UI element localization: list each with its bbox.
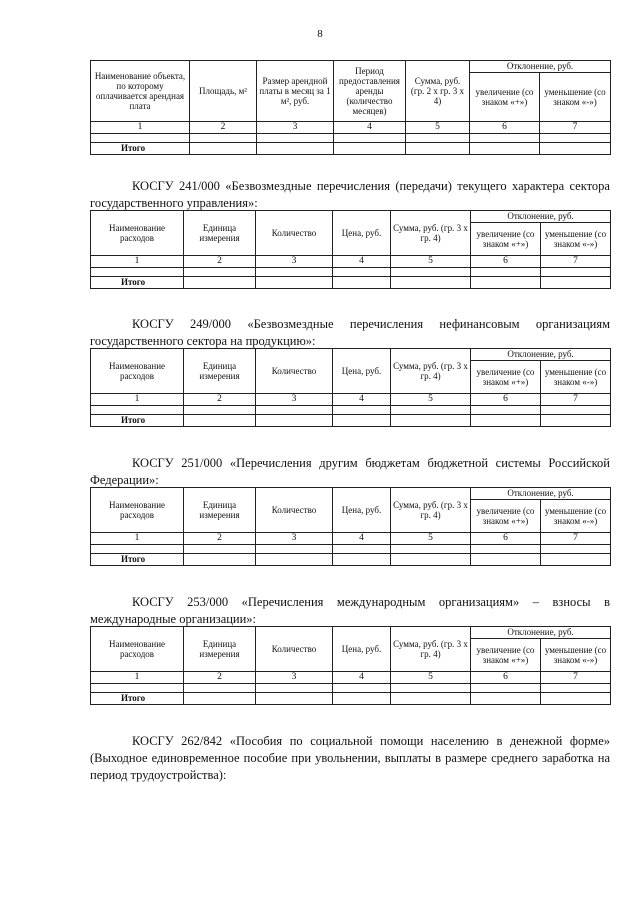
column-number: 6 — [471, 394, 541, 406]
section-heading-241: КОСГУ 241/000 «Безвозмездные перечисления (передачи) текущего характера сектора государственного управления»: — [90, 179, 610, 210]
column-number: 3 — [256, 256, 333, 268]
total-row — [91, 277, 611, 289]
header-decrease: уменьшение (со знаком «-») — [541, 500, 611, 533]
header-unit: Единица измерения — [184, 349, 256, 394]
column-number: 3 — [256, 533, 333, 545]
column-numbers-row — [91, 672, 611, 684]
header-decrease: уменьшение (со знаком «-») — [541, 223, 611, 256]
column-number: 5 — [391, 394, 471, 406]
header-expense-name: Наименование расходов — [91, 488, 184, 533]
header-deviation: Отклонение, руб. — [470, 61, 611, 73]
header-deviation: Отклонение, руб. — [471, 627, 611, 639]
header-object-name: Наименование объекта, по которому оплачивается арендная плата — [91, 61, 190, 122]
header-increase: увеличение (со знаком «+») — [471, 223, 541, 256]
header-rent-per-m2: Размер арендной платы в месяц за 1 м², руб. — [257, 61, 334, 122]
column-number: 5 — [391, 672, 471, 684]
header-expense-name: Наименование расходов — [91, 211, 184, 256]
column-number: 1 — [91, 394, 184, 406]
column-number: 2 — [190, 122, 257, 134]
column-number: 7 — [541, 533, 611, 545]
table-row — [91, 406, 611, 415]
header-sum: Сумма, руб. (гр. 2 х гр. 3 х 4) — [406, 61, 470, 122]
header-unit: Единица измерения — [184, 488, 256, 533]
header-deviation: Отклонение, руб. — [471, 349, 611, 361]
column-number: 1 — [91, 672, 184, 684]
column-number: 1 — [91, 256, 184, 268]
column-numbers-row — [91, 256, 611, 268]
column-number: 7 — [540, 122, 611, 134]
header-expense-name: Наименование расходов — [91, 349, 184, 394]
column-numbers-row — [91, 394, 611, 406]
header-decrease: уменьшение (со знаком «-») — [540, 73, 611, 122]
section-heading-262: КОСГУ 262/842 «Пособия по социальной помощи населению в денежной форме» (Выходное единовременное пособие при увольнении, выплаты в размере среднего заработка на период трудоустройства): — [90, 734, 610, 782]
header-sum: Сумма, руб. (гр. 3 х гр. 4) — [391, 211, 471, 256]
column-number: 1 — [91, 122, 190, 134]
total-label: Итого — [91, 693, 184, 705]
expense-table-253 — [90, 626, 611, 705]
header-price: Цена, руб. — [333, 349, 391, 394]
column-number: 4 — [334, 122, 406, 134]
header-decrease: уменьшение (со знаком «-») — [541, 639, 611, 672]
column-number: 1 — [91, 533, 184, 545]
column-number: 4 — [333, 672, 391, 684]
column-number: 3 — [256, 672, 333, 684]
header-deviation: Отклонение, руб. — [471, 211, 611, 223]
column-number: 2 — [184, 672, 256, 684]
total-label: Итого — [91, 143, 190, 155]
total-row — [91, 143, 611, 155]
column-number: 3 — [256, 394, 333, 406]
expense-table-241 — [90, 210, 611, 289]
section-heading-253: КОСГУ 253/000 «Перечисления международным организациям» – взносы в международные организации»: — [90, 595, 610, 626]
column-number: 4 — [333, 394, 391, 406]
column-number: 7 — [541, 394, 611, 406]
header-unit: Единица измерения — [184, 627, 256, 672]
header-quantity: Количество — [256, 349, 333, 394]
total-row — [91, 693, 611, 705]
header-deviation: Отклонение, руб. — [471, 488, 611, 500]
column-number: 6 — [471, 256, 541, 268]
table-row — [91, 684, 611, 693]
header-price: Цена, руб. — [333, 211, 391, 256]
header-unit: Единица измерения — [184, 211, 256, 256]
header-sum: Сумма, руб. (гр. 3 х гр. 4) — [391, 349, 471, 394]
header-increase: увеличение (со знаком «+») — [470, 73, 540, 122]
total-label: Итого — [91, 277, 184, 289]
column-number: 7 — [541, 672, 611, 684]
column-number: 6 — [470, 122, 540, 134]
header-quantity: Количество — [256, 627, 333, 672]
page-number: 8 — [317, 28, 323, 40]
column-number: 2 — [184, 256, 256, 268]
header-price: Цена, руб. — [333, 627, 391, 672]
rent-table — [90, 60, 611, 155]
column-numbers-row — [91, 122, 611, 134]
header-sum: Сумма, руб. (гр. 3 х гр. 4) — [391, 627, 471, 672]
expense-table-249 — [90, 348, 611, 427]
section-heading-251: КОСГУ 251/000 «Перечисления другим бюджетам бюджетной системы Российской Федерации»: — [90, 456, 610, 487]
header-quantity: Количество — [256, 488, 333, 533]
column-number: 4 — [333, 256, 391, 268]
column-number: 2 — [184, 394, 256, 406]
column-number: 5 — [406, 122, 470, 134]
expense-table-251 — [90, 487, 611, 566]
column-number: 2 — [184, 533, 256, 545]
header-rent-period: Период предоставления аренды (количество месяцев) — [334, 61, 406, 122]
column-numbers-row — [91, 533, 611, 545]
header-increase: увеличение (со знаком «+») — [471, 639, 541, 672]
column-number: 6 — [471, 533, 541, 545]
table-row — [91, 268, 611, 277]
column-number: 5 — [391, 256, 471, 268]
header-price: Цена, руб. — [333, 488, 391, 533]
total-label: Итого — [91, 415, 184, 427]
header-sum: Сумма, руб. (гр. 3 х гр. 4) — [391, 488, 471, 533]
header-increase: увеличение (со знаком «+») — [471, 361, 541, 394]
column-number: 4 — [333, 533, 391, 545]
header-expense-name: Наименование расходов — [91, 627, 184, 672]
header-area: Площадь, м² — [190, 61, 257, 122]
column-number: 6 — [471, 672, 541, 684]
total-row — [91, 415, 611, 427]
section-heading-249: КОСГУ 249/000 «Безвозмездные перечисления нефинансовым организациям государственного сектора на продукцию»: — [90, 317, 610, 348]
column-number: 5 — [391, 533, 471, 545]
table-row — [91, 545, 611, 554]
column-number: 3 — [257, 122, 334, 134]
total-label: Итого — [91, 554, 184, 566]
header-increase: увеличение (со знаком «+») — [471, 500, 541, 533]
header-decrease: уменьшение (со знаком «-») — [541, 361, 611, 394]
header-quantity: Количество — [256, 211, 333, 256]
total-row — [91, 554, 611, 566]
table-row — [91, 134, 611, 143]
column-number: 7 — [541, 256, 611, 268]
